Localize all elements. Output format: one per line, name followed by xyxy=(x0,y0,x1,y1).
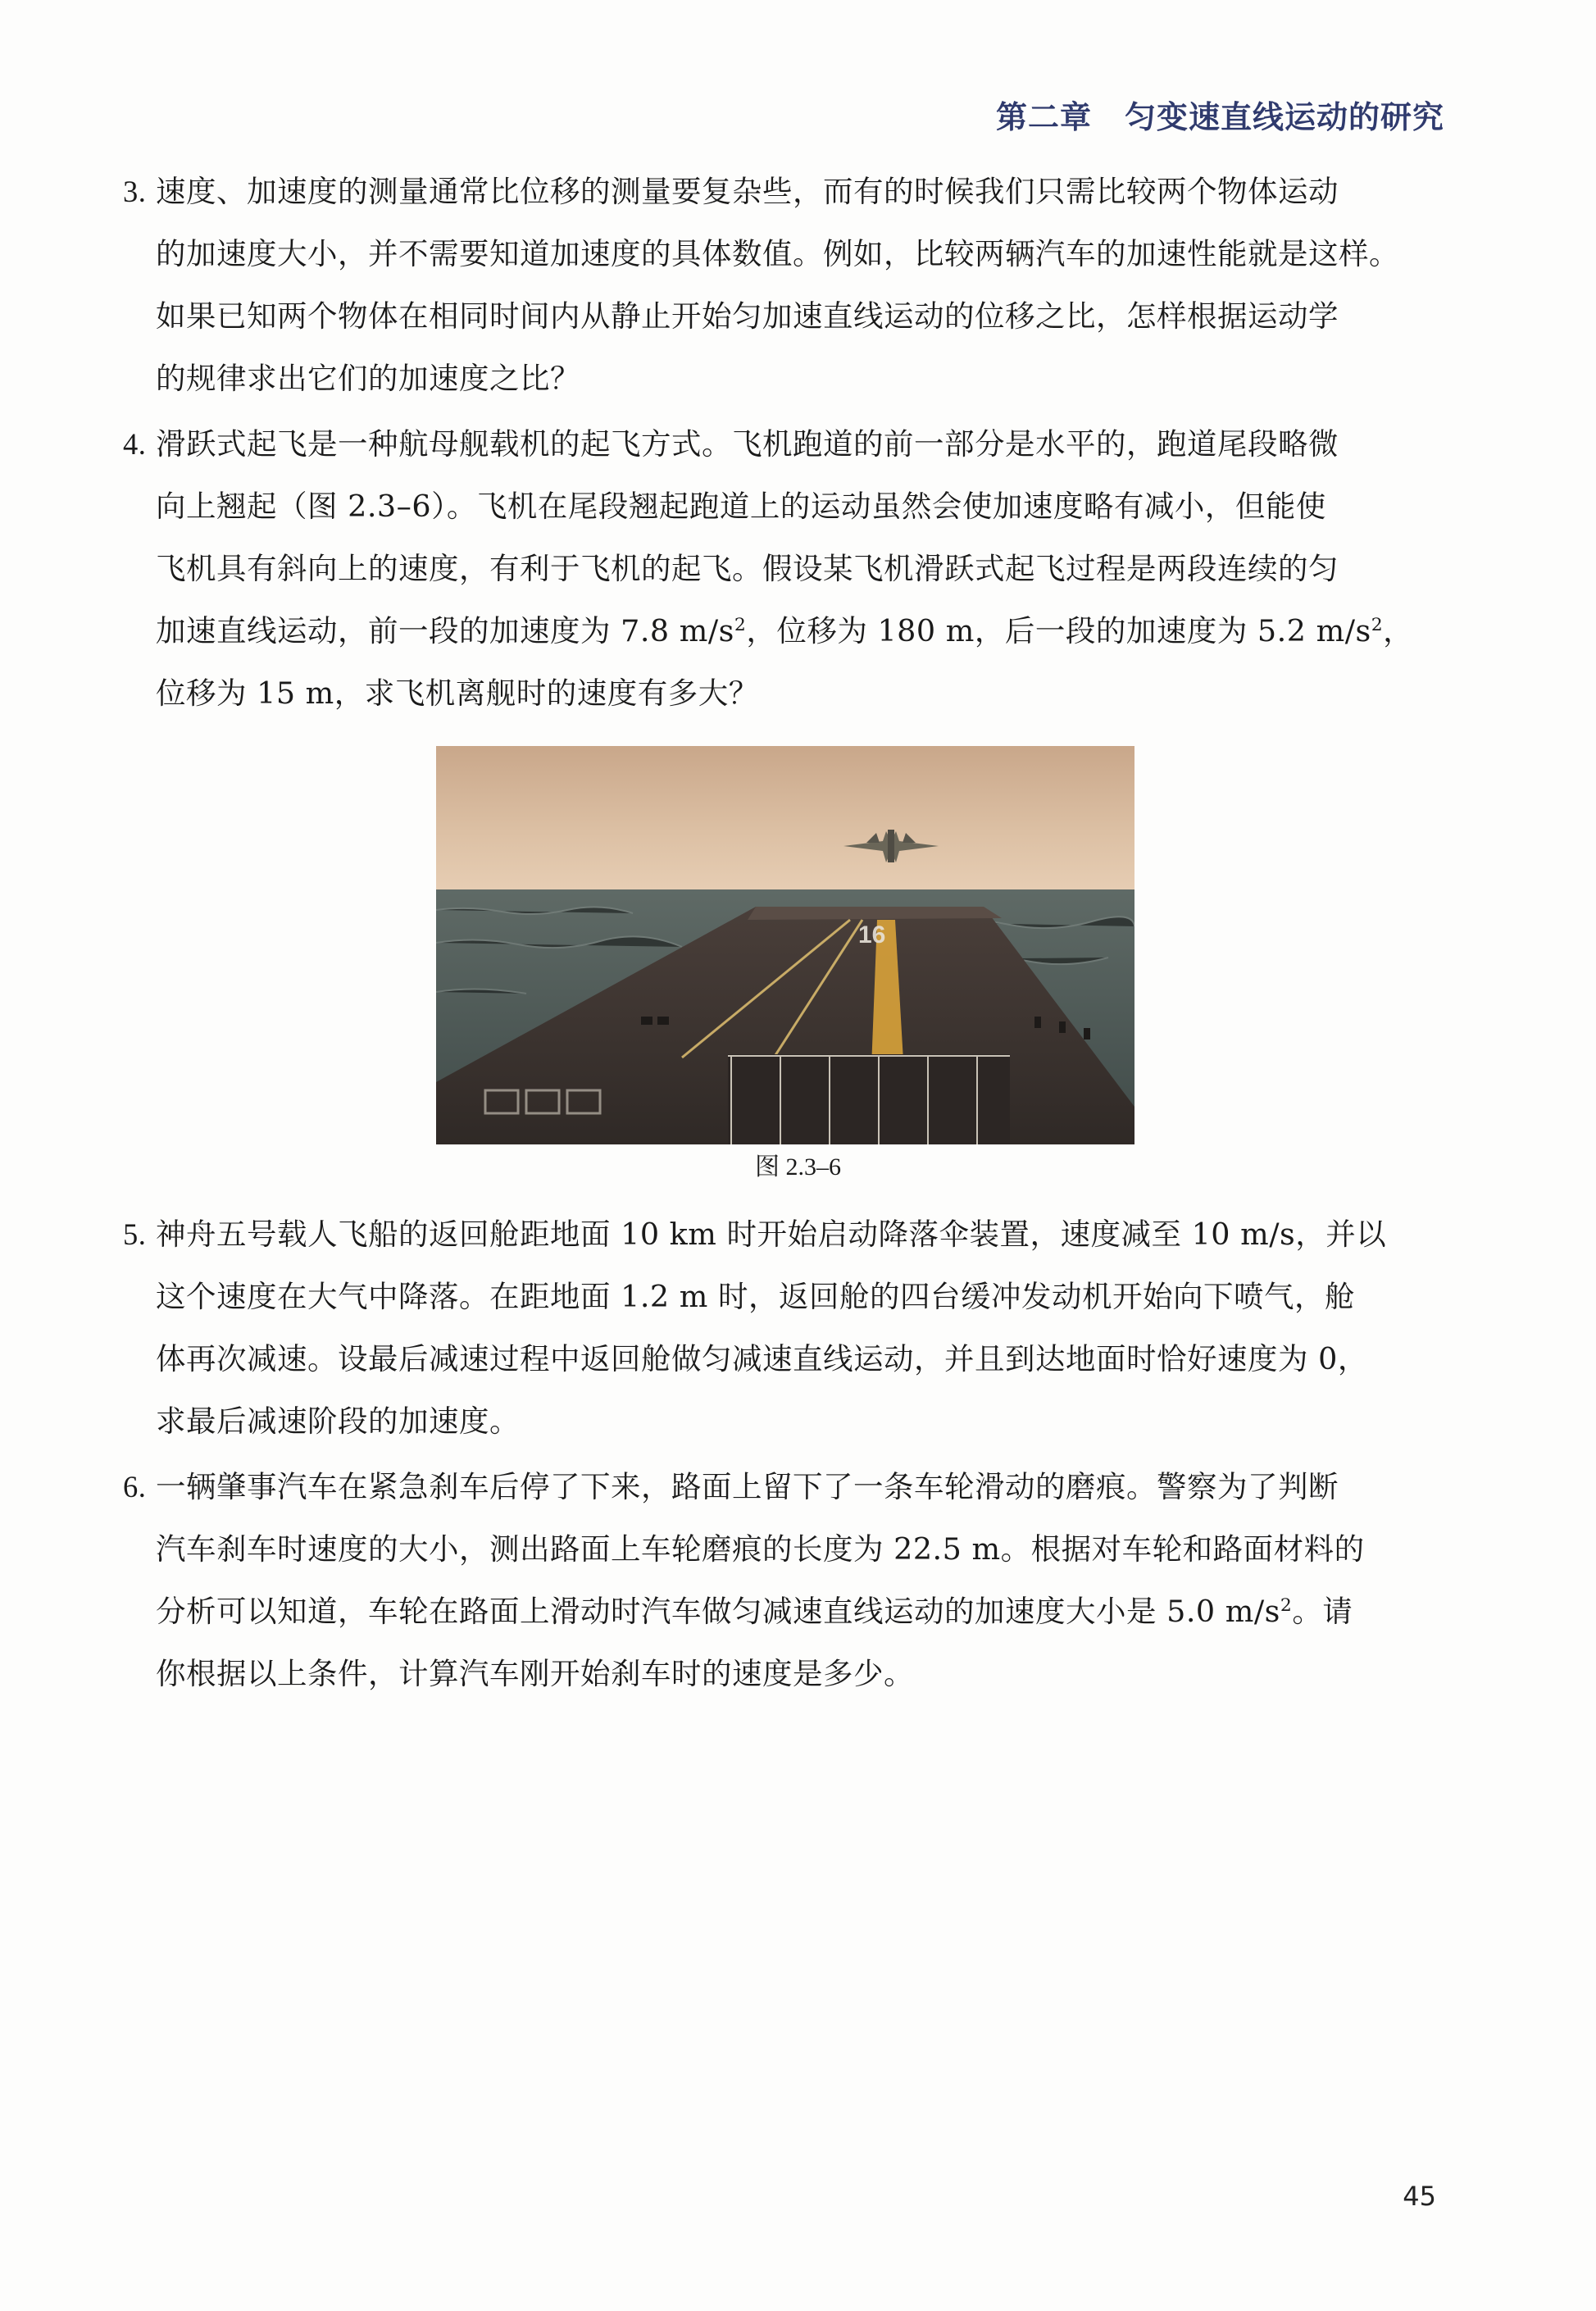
carrier-takeoff-photo xyxy=(436,746,1134,1144)
deck-marking xyxy=(858,921,885,949)
problem-number: 6. xyxy=(123,1470,147,1504)
chapter-header xyxy=(996,92,1444,137)
problem-line: 汽车刹车时速度的大小，测出路面上车轮磨痕的长度为 22.5 m。根据对车轮和路面材料的 xyxy=(156,1531,1365,1567)
page-number: 45 xyxy=(1403,2181,1436,2212)
problem-line: 体再次减速。设最后减速过程中返回舱做匀减速直线运动，并且到达地面时恰好速度为 0， xyxy=(156,1341,1368,1376)
problem-number: 4. xyxy=(123,427,147,461)
problem-line: 一辆肇事汽车在紧急刹车后停了下来，路面上留下了一条车轮滑动的磨痕。警察为了判断 xyxy=(156,1469,1339,1504)
problem-5 xyxy=(123,1203,1451,1453)
chapter-title: 匀变速直线运动的研究 xyxy=(1124,99,1444,135)
problem-line: 向上翘起（图 2.3–6）。飞机在尾段翘起跑道上的运动虽然会使加速度略有减小，但能使 xyxy=(156,489,1326,524)
problem-3 xyxy=(123,161,1451,410)
problem-line: 滑跃式起飞是一种航母舰载机的起飞方式。飞机跑道的前一部分是水平的，跑道尾段略微 xyxy=(156,426,1339,462)
problem-line: 神舟五号载人飞船的返回舱距地面 10 km 时开始启动降落伞装置，速度减至 10 m/s，并以 xyxy=(156,1217,1387,1252)
problem-line: 如果已知两个物体在相同时间内从静止开始匀加速直线运动的位移之比，怎样根据运动学 xyxy=(156,298,1339,334)
problem-line: 的加速度大小，并不需要知道加速度的具体数值。例如，比较两辆汽车的加速性能就是这样。 xyxy=(156,236,1399,271)
problem-line: 加速直线运动，前一段的加速度为 7.8 $m/s^2$，位移为 180 m，后一段的加速度为 5.2 $m/s^2$， xyxy=(156,613,1414,648)
problem-6 xyxy=(123,1456,1451,1705)
problem-line: 速度、加速度的测量通常比位移的测量要复杂些，而有的时候我们只需比较两个物体运动 xyxy=(156,174,1339,209)
problem-line: 这个速度在大气中降落。在距地面 1.2 m 时，返回舱的四台缓冲发动机开始向下喷气，舱 xyxy=(156,1279,1355,1314)
problem-line: 分析可以知道，车轮在路面上滑动时汽车做匀减速直线运动的加速度大小是 5.0 $m/s^2$。请 xyxy=(156,1594,1353,1629)
problem-number: 5. xyxy=(123,1217,147,1251)
problem-line: 位移为 15 m，求飞机离舰时的速度有多大？ xyxy=(156,676,759,711)
problem-line: 你根据以上条件，计算汽车刚开始刹车时的速度是多少。 xyxy=(156,1656,914,1691)
problem-4 xyxy=(123,413,1451,725)
chapter-number: 第二章 xyxy=(995,99,1092,135)
svg-text:16: 16 xyxy=(858,921,886,949)
problem-line: 的规律求出它们的加速度之比？ xyxy=(156,361,580,396)
problem-number: 3. xyxy=(123,175,147,208)
problem-line: 飞机具有斜向上的速度，有利于飞机的起飞。假设某飞机滑跃式起飞过程是两段连续的匀 xyxy=(156,551,1339,586)
problem-line: 求最后减速阶段的加速度。 xyxy=(156,1403,520,1439)
figure-caption: 图 2.3–6 xyxy=(755,1153,841,1181)
